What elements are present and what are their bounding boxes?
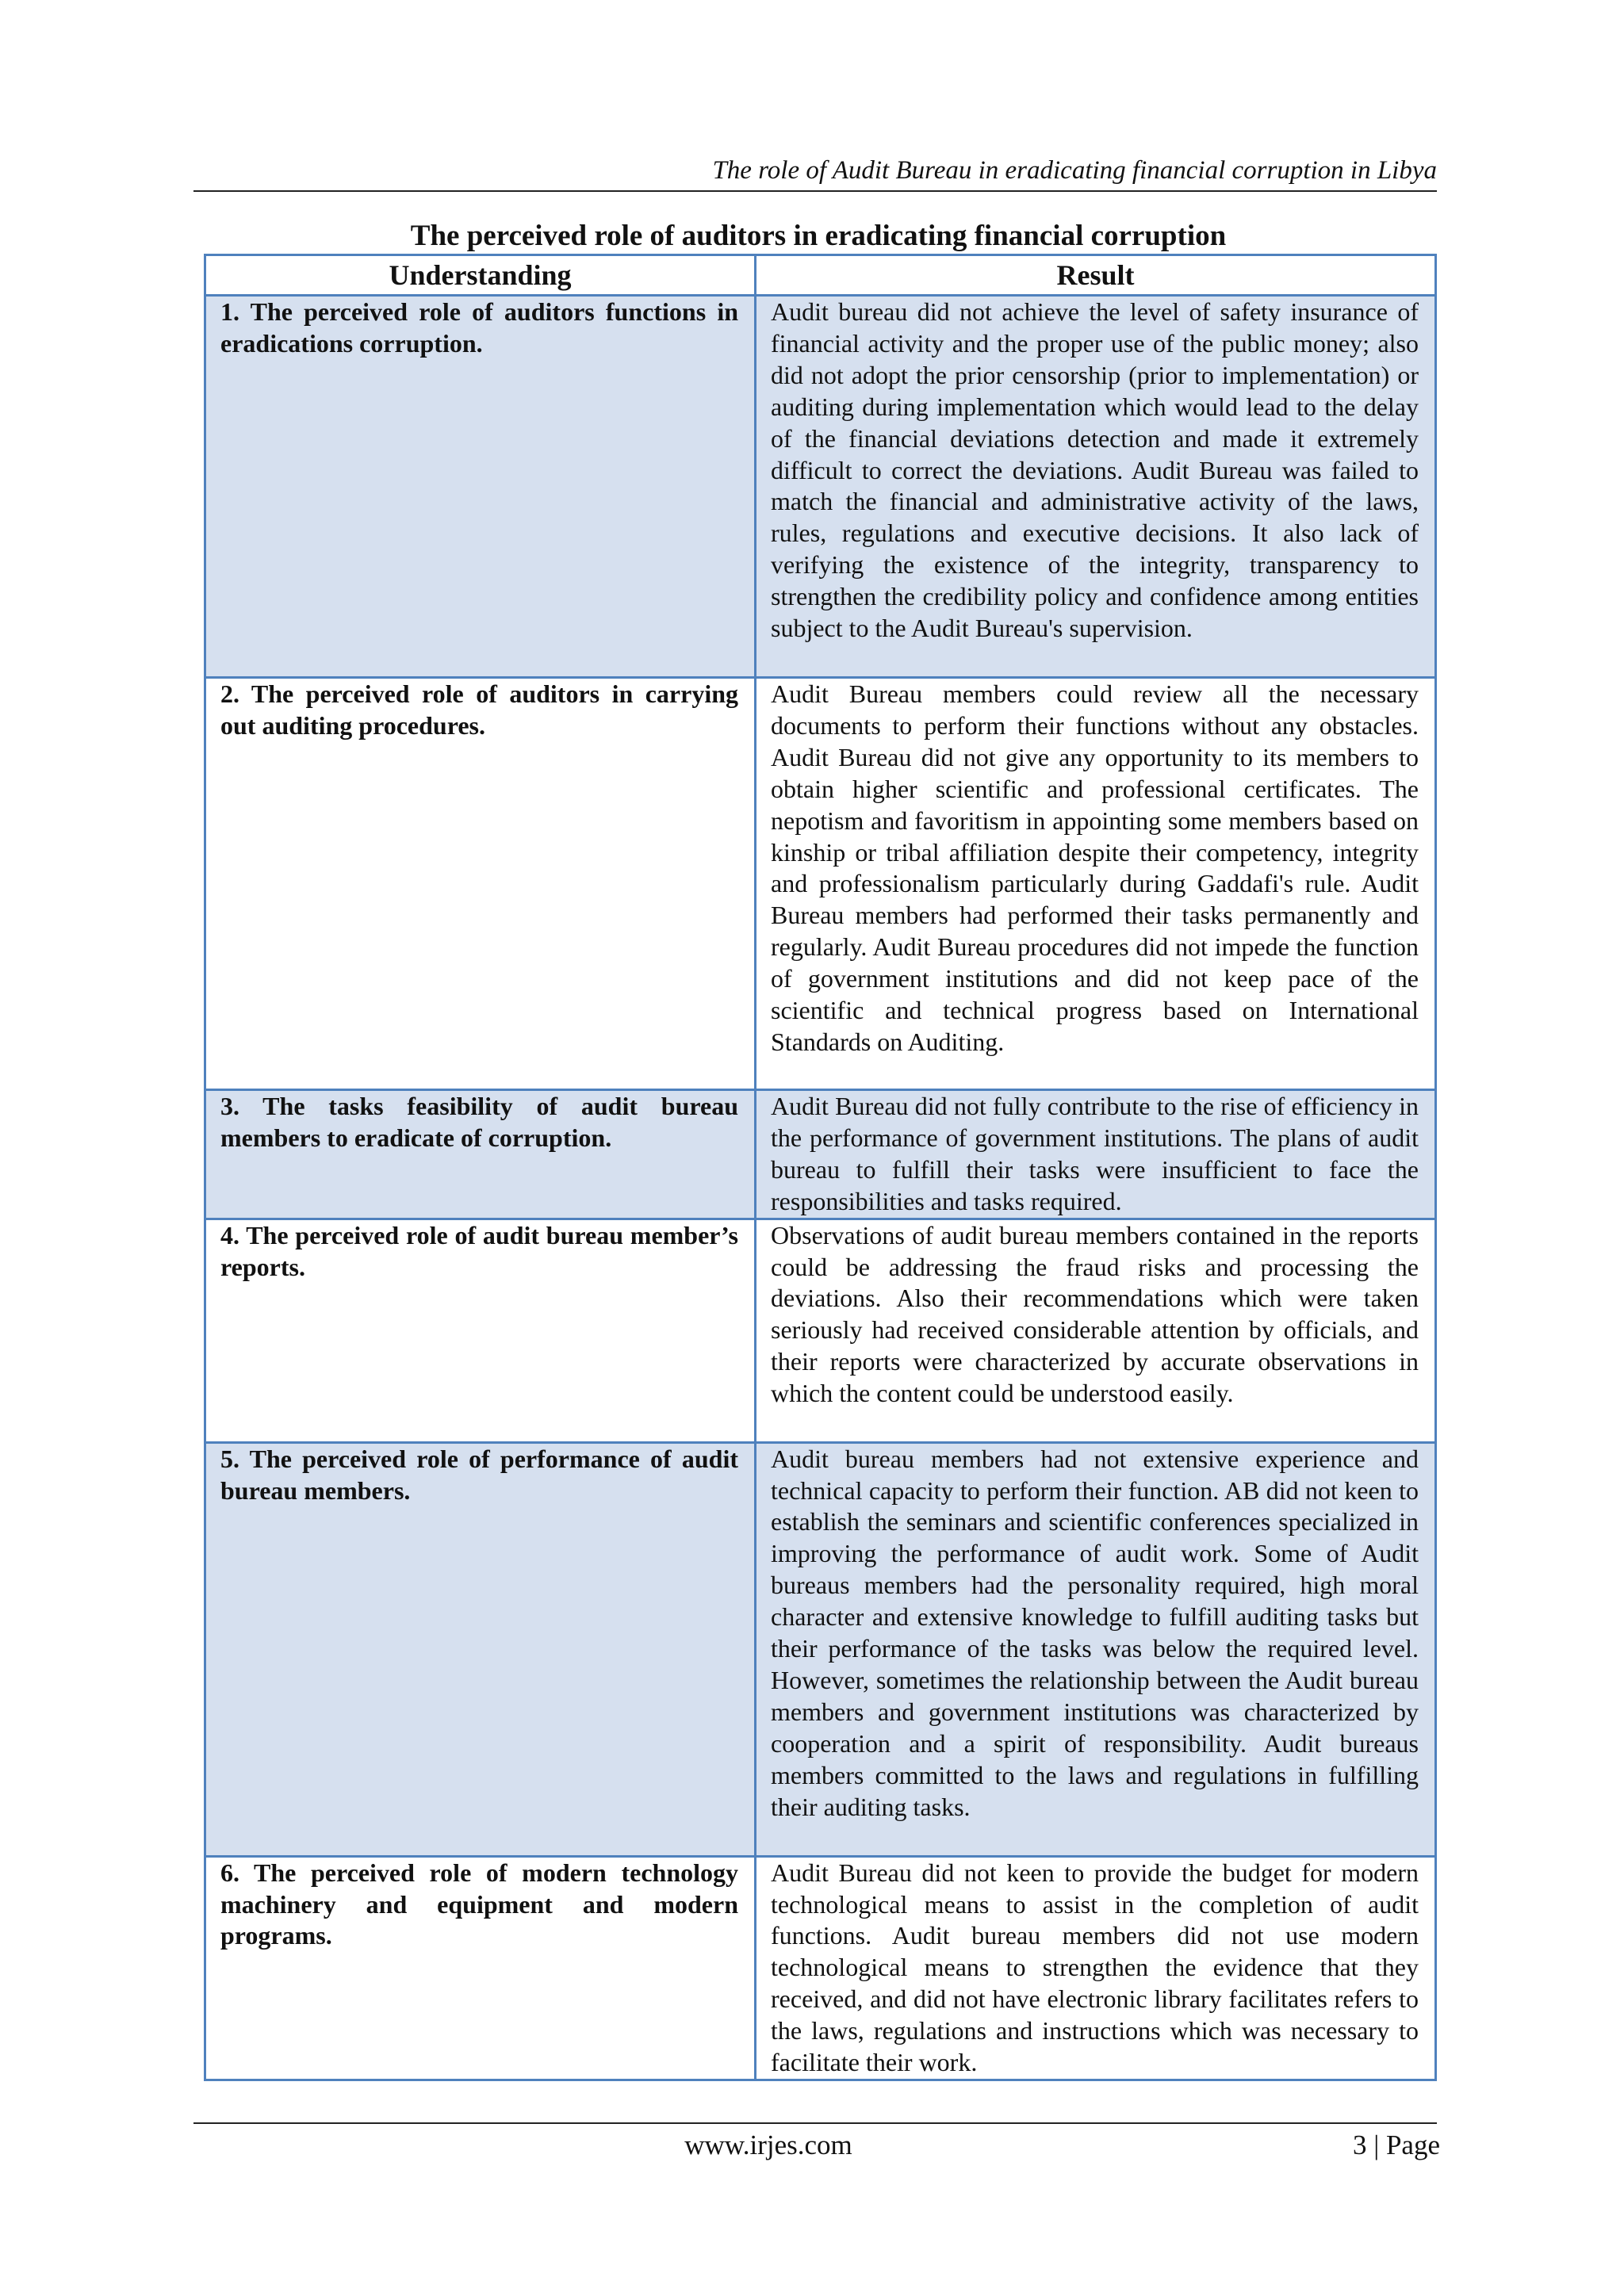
understanding-cell: 4. The perceived role of audit bureau member’s reports. [205,1219,756,1442]
column-header-understanding: Understanding [205,255,756,296]
understanding-cell: 6. The perceived role of modern technology machinery and equipment and modern programs. [205,1856,756,2080]
understanding-cell: 1. The perceived role of auditors functions in eradications corruption. [205,296,756,678]
running-header: The role of Audit Bureau in eradicating financial corruption in Libya [712,156,1437,185]
table-title: The perceived role of auditors in eradicating financial corruption [410,220,1227,252]
result-cell: Audit Bureau members could review all the necessary documents to perform their functions without any obstacles. Audit Bureau did not give any opportunity to its members to obtain higher scientific and professional certificates. The nepotism and favoritism in appointing some members based on kinship or tribal affiliation despite their competency, integrity and professionalism particularly during Gaddafi's rule. Audit Bureau members had performed their tasks permanently and regularly. Audit Bureau procedures did not impede the function of government institutions and did not keep pace of the scientific and technical progress based on International Standards on Auditing. [756,678,1436,1090]
result-cell: Audit bureau did not achieve the level of safety insurance of financial activity and the proper use of the public money; also did not adopt the prior censorship (prior to implementation) or auditing during implementation which would lead to the delay of the financial deviations detection and made it extremely difficult to correct the deviations. Audit Bureau was failed to match the financial and administrative activity of the laws, rules, regulations and executive decisions. It also lack of verifying the existence of the integrity, transparency to strengthen the credibility policy and confidence among entities subject to the Audit Bureau's supervision. [756,296,1436,678]
table-row [205,1090,1436,1219]
column-header-result: Result [756,255,1436,296]
understanding-cell: 5. The perceived role of performance of audit bureau members. [205,1442,756,1856]
table-row [205,1856,1436,2080]
understanding-cell: 2. The perceived role of auditors in carrying out auditing procedures. [205,678,756,1090]
page-number: 3 | Page [1352,2130,1440,2160]
table-row [205,1442,1436,1856]
understanding-cell: 3. The tasks feasibility of audit bureau members to eradicate of corruption. [205,1090,756,1219]
table-row [205,678,1436,1090]
footer-rule [193,2122,1437,2124]
table-header-row [205,255,1436,296]
result-cell: Audit Bureau did not keen to provide the budget for modern technological means to assist in the completion of audit functions. Audit bureau members did not use modern technological means to strengthen the evidence that they received, and did not have electronic library facilitates refers to the laws, regulations and instructions which was necessary to facilitate their work. [756,1856,1436,2080]
result-cell: Observations of audit bureau members contained in the reports could be addressing the fraud risks and processing the deviations. Also their recommendations which were taken seriously had received considerable attention by officials, and their reports were characterized by accurate observations in which the content could be understood easily. [756,1219,1436,1442]
result-cell: Audit bureau members had not extensive experience and technical capacity to perform their function. AB did not keen to establish the seminars and scientific conferences specialized in improving the performance of audit work. Some of Audit bureaus members had the personality required, high moral character and extensive knowledge to fulfill auditing tasks but their performance of the tasks was below the required level. However, sometimes the relationship between the Audit bureau members and government institutions was characterized by cooperation and a spirit of responsibility. Audit bureaus members committed to the laws and regulations in fulfilling their auditing tasks. [756,1442,1436,1856]
table-row [205,1219,1436,1442]
footer-website: www.irjes.com [684,2130,852,2160]
perceived-role-table [204,254,1437,2081]
table-row [205,296,1436,678]
result-cell: Audit Bureau did not fully contribute to the rise of efficiency in the performance of government institutions. The plans of audit bureau to fulfill their tasks were insufficient to face the responsibilities and tasks required. [756,1090,1436,1219]
header-rule [193,190,1437,192]
